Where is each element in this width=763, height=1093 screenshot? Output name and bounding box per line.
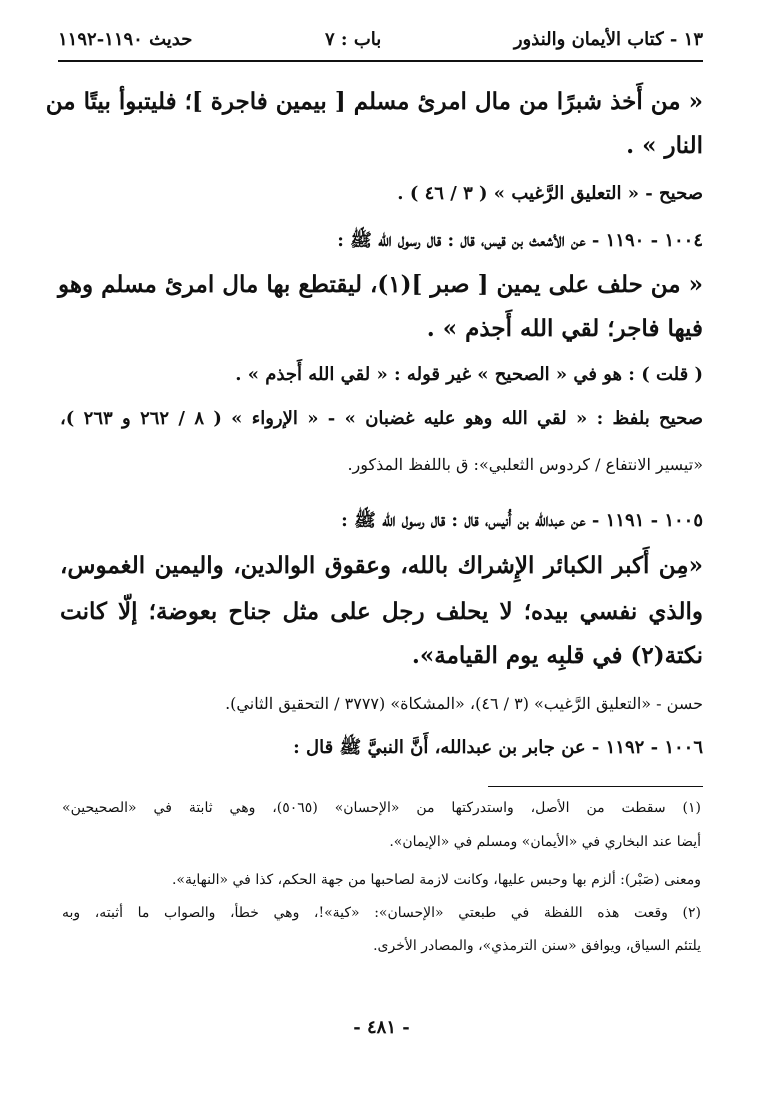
page-number: - ٤٨١ -: [353, 1017, 410, 1038]
body-line-1: « من أَخذ شبرًا من مال امرئ مسلم [ بيمين فاجرة ]؛ فليتبوأ بيتًا من: [45, 88, 703, 115]
grading-line-1: صحيح - « التعليق الرَّغيب » ( ٣ / ٤٦ ) .: [397, 183, 703, 204]
running-header: [58, 24, 703, 54]
hadith-1191-intro: ١٠٠٥ - ١١٩١ - عن عبدالله بن أُنيس، قال : قال رسول الله ﷺ :: [341, 510, 703, 531]
note-line: ( قلت ) : هو في « الصحيح » غير قوله : « لقي الله أَجذم » .: [235, 364, 703, 385]
footnote-1-line-2: أيضا عند البخاري في «الأيمان» ومسلم في «الإيمان».: [389, 834, 701, 850]
header-section: باب : ٧: [324, 28, 382, 50]
footnote-2-line-1: (٢) وقعت هذه اللفظة في طبعتي «الإحسان»: «كية»!، وهي خطأ، والصواب ما أثبته، وبه: [62, 905, 701, 921]
body-line-12: والذي نفسي بيده؛ لا يحلف رجل على مثل جناح بعوضة؛ إلّا كانت: [60, 598, 703, 625]
source-line: «تيسير الانتفاع / كردوس الثعلبي»: ق باللفظ المذكور.: [347, 455, 703, 474]
hadith-1192-intro: ١٠٠٦ - ١١٩٢ - عن جابر بن عبدالله، أَنَّ النبيَّ ﷺ قال :: [293, 737, 703, 758]
header-rule: [58, 60, 703, 62]
footnote-rule: [488, 786, 703, 787]
grading-line-2: صحيح بلفظ : « لقي الله وهو عليه غضبان » - « الإرواء » ( ٨ / ٢٦٢ و ٢٦٣ )،: [60, 408, 704, 429]
body-line-5: « من حلف على يمين [ صبر ](١)، ليقتطع بها مال امرئ مسلم وهو: [57, 271, 703, 298]
body-line-6: فيها فاجر؛ لقي الله أَجذم » .: [426, 315, 703, 342]
footnote-1-line-1: (١) سقطت من الأصل، واستدركتها من «الإحسان» (٥٠٦٥)، وهي ثابتة في «الصحيحين»: [62, 800, 701, 816]
header-hadith-range: حديث ١١٩٠-١١٩٢: [58, 28, 193, 50]
body-line-13: نكتة(٢) في قلبِه يوم القيامة».: [411, 642, 703, 669]
body-line-11: «مِن أَكبر الكبائر الإِشراك بالله، وعقوق الوالدين، واليمين الغموس،: [60, 552, 703, 579]
body-line-2: النار » .: [626, 132, 703, 159]
grading-line-3: حسن - «التعليق الرَّغيب» (٣ / ٤٦)، «المشكاة» (٣٧٧٧ / التحقيق الثاني).: [225, 694, 703, 713]
footnote-1-line-3: ومعنى (صَبْر): ألزم بها وحبس عليها، وكانت لازمة لصاحبها من جهة الحكم، كذا في «النهاية».: [171, 872, 701, 888]
footnote-2-line-2: يلتئم السياق، ويوافق «سنن الترمذي»، والمصادر الأخرى.: [373, 938, 701, 954]
header-chapter: ١٣ - كتاب الأيمان والنذور: [513, 28, 703, 50]
hadith-1190-intro: ١٠٠٤ - ١١٩٠ - عن الأشعث بن قيس، قال : قال رسول الله ﷺ :: [337, 230, 703, 251]
